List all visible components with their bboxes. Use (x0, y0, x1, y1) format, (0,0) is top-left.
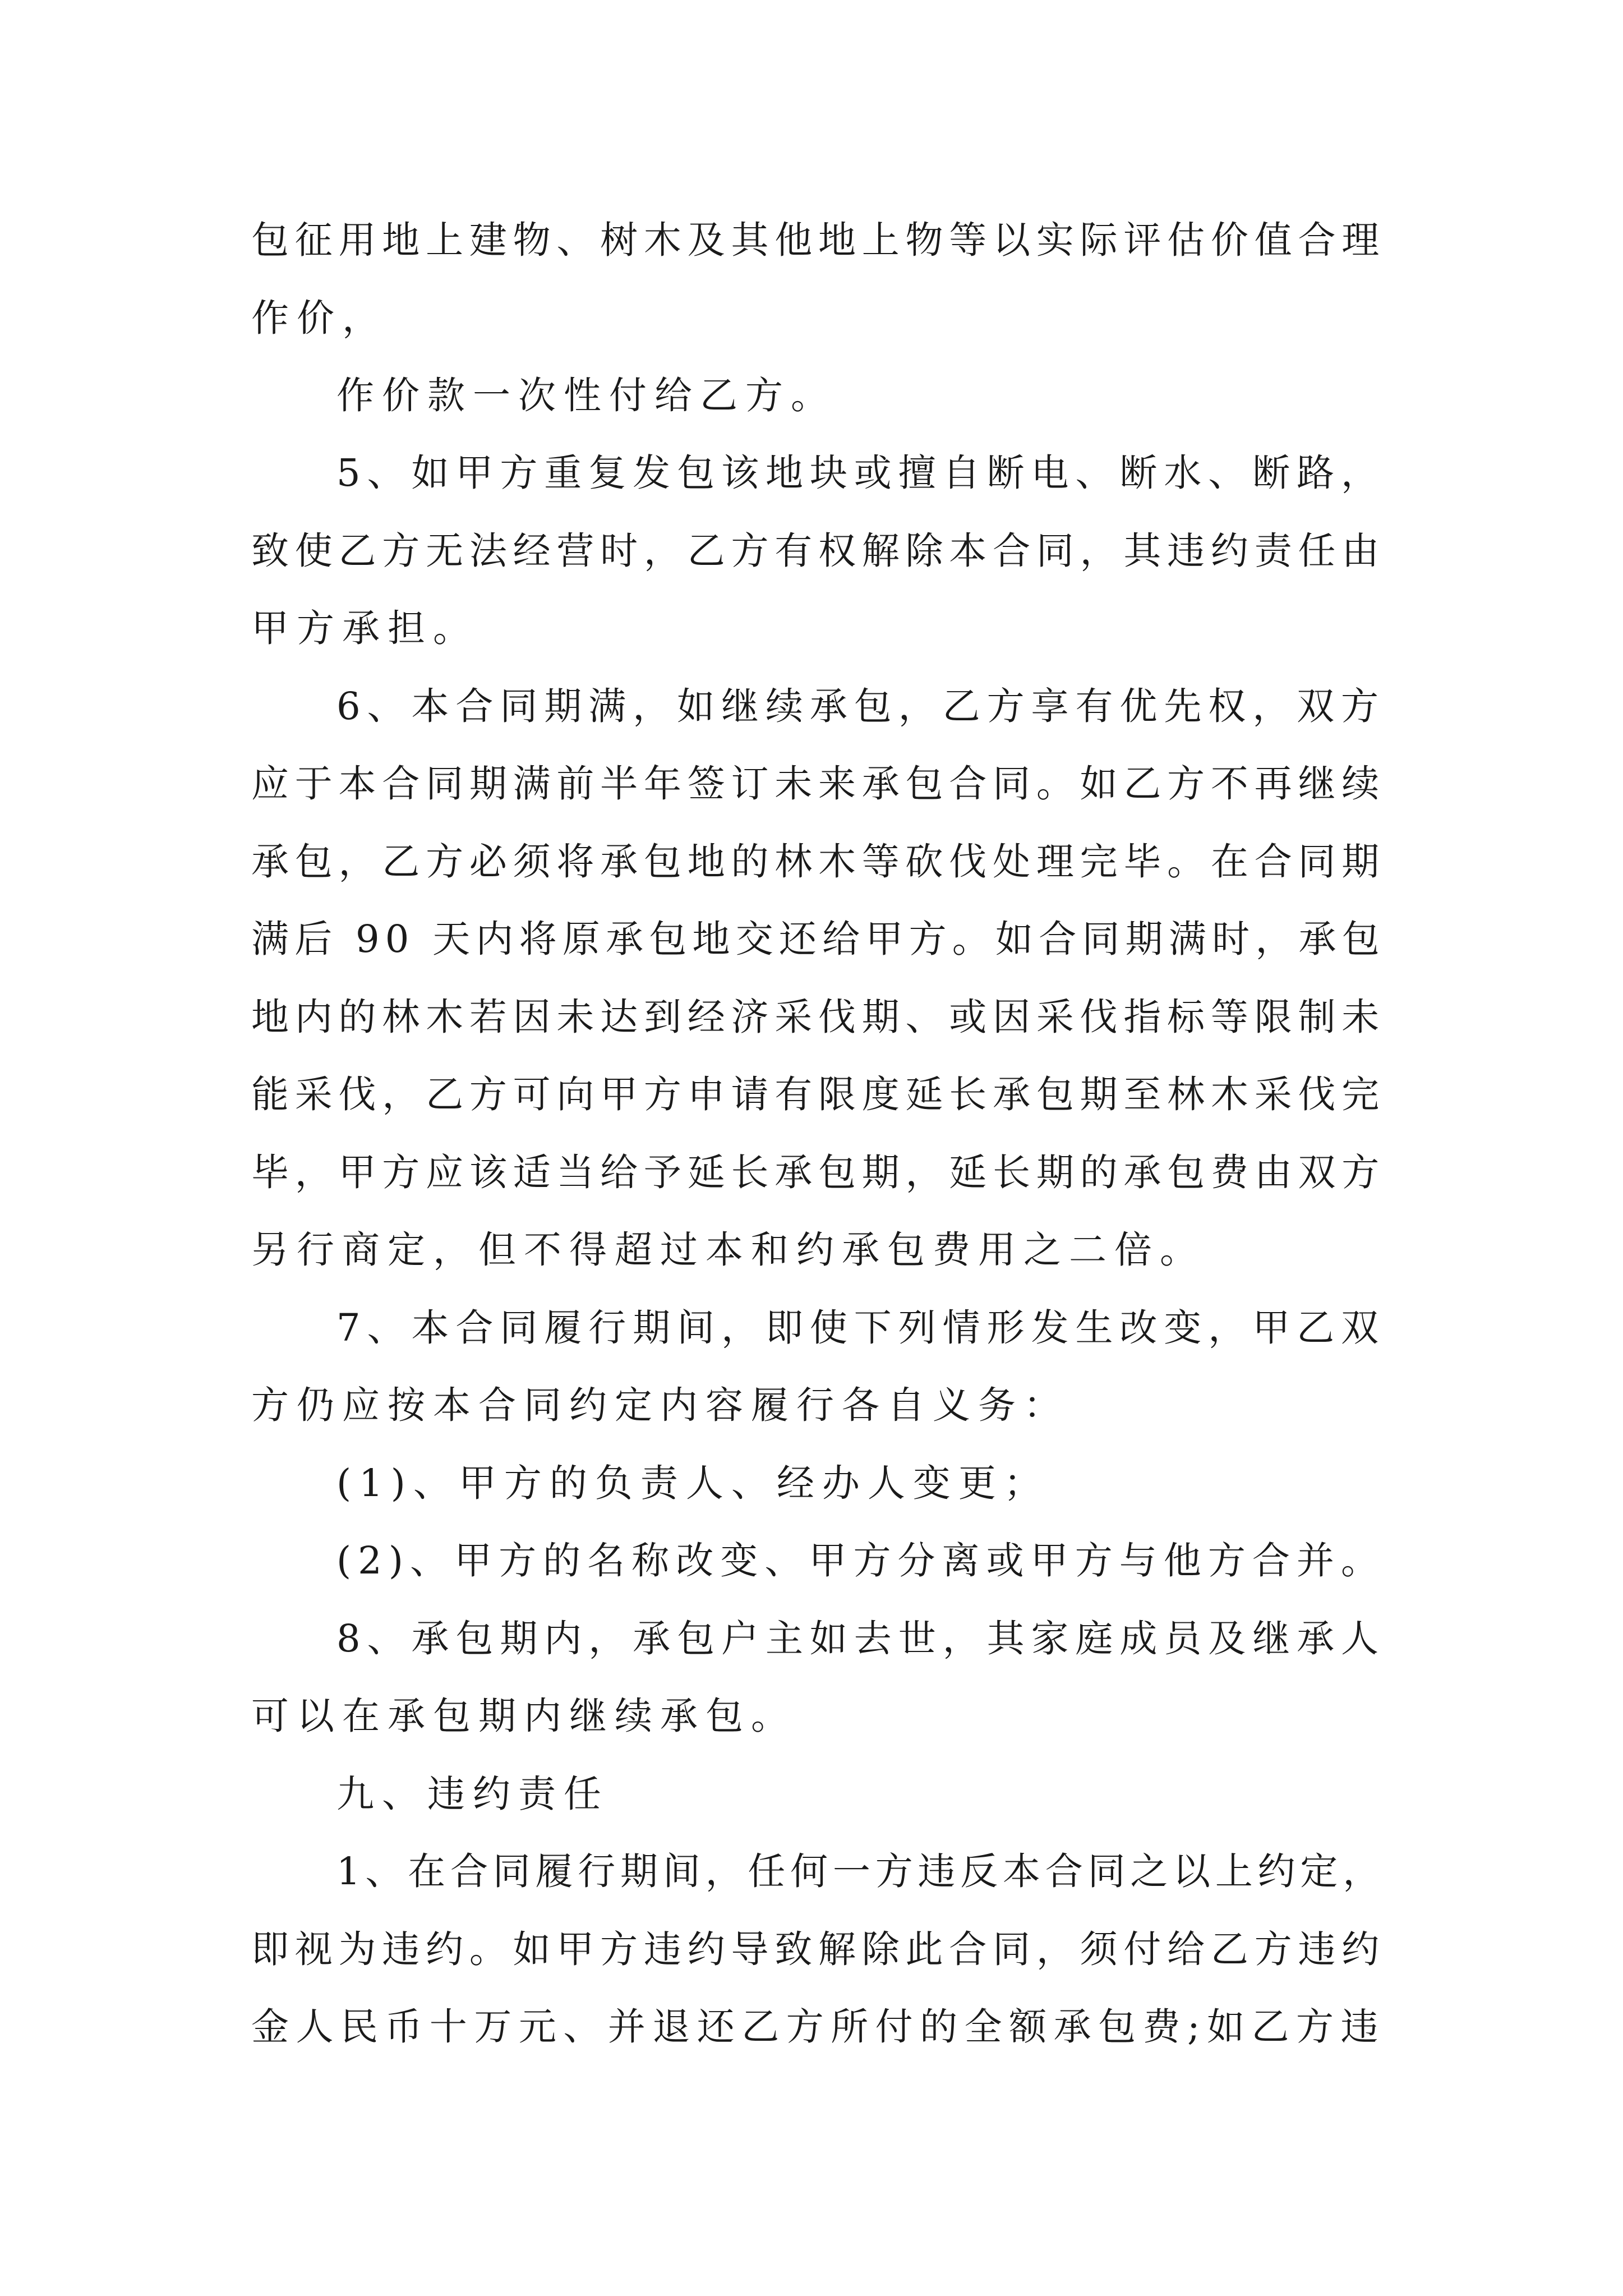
text-line: 7、本合同履行期间，即使下列情形发生改变，甲乙双 (336, 1306, 1385, 1350)
text-line: 致使乙方无法经营时，乙方有权解除本合同，其违约责任由 (251, 529, 1385, 573)
text-line: 6、本合同期满，如继续承包，乙方享有优先权，双方 (336, 684, 1385, 728)
text-line: 即视为违约。如甲方违约导致解除此合同，须付给乙方违约 (251, 1927, 1385, 1971)
text-line: 包征用地上建物、树木及其他地上物等以实际评估价值合理 (251, 218, 1385, 262)
text-line: 作价款一次性付给乙方。 (336, 374, 836, 417)
text-line: 毕，甲方应该适当给予延长承包期，延长期的承包费由双方 (251, 1151, 1385, 1194)
text-line: 可以在承包期内继续承包。 (251, 1694, 796, 1738)
text-line: 应于本合同期满前半年签订未来承包合同。如乙方不再继续 (251, 762, 1385, 806)
text-line: 地内的林木若因未达到经济采伐期、或因采伐指标等限制未 (251, 995, 1385, 1039)
text-line: 1、在合同履行期间，任何一方违反本合同之以上约定， (336, 1849, 1385, 1893)
text-line: 另行商定，但不得超过本和约承包费用之二倍。 (251, 1228, 1205, 1272)
text-line: 满后 90 天内将原承包地交还给甲方。如合同期满时，承包 (251, 917, 1385, 961)
text-line: 能采伐，乙方可向甲方申请有限度延长承包期至林木采伐完 (251, 1073, 1385, 1116)
text-line: 8、承包期内，承包户主如去世，其家庭成员及继承人 (336, 1617, 1385, 1660)
text-line: 金人民币十万元、并退还乙方所付的全额承包费;如乙方违 (251, 2005, 1385, 2049)
text-line: 方仍应按本合同约定内容履行各自义务： (251, 1383, 1069, 1427)
section-heading: 九、违约责任 (336, 1772, 609, 1816)
text-line: (1)、甲方的负责人、经办人变更； (336, 1461, 1049, 1505)
text-line: 作价， (251, 296, 388, 340)
text-line: 5、如甲方重复发包该地块或擅自断电、断水、断路， (336, 451, 1385, 495)
text-line: (2)、甲方的名称改变、甲方分离或甲方与他方合并。 (336, 1539, 1385, 1582)
text-line: 甲方承担。 (251, 606, 478, 650)
text-line: 承包，乙方必须将承包地的林木等砍伐处理完毕。在合同期 (251, 840, 1385, 884)
